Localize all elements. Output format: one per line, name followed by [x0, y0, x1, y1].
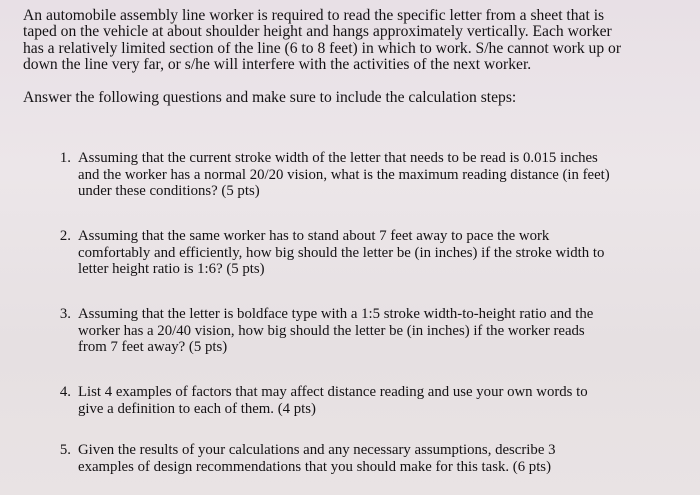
- instruction-text: Answer the following questions and make sure to include the calculation steps:: [23, 88, 517, 106]
- question-line: Given the results of your calculations and any necessary assumptions, describe 3: [78, 442, 556, 458]
- question-text: [78, 228, 604, 278]
- question-line: Assuming that the letter is boldface type with a 1:5 stroke width-to-height ratio and the: [78, 306, 594, 322]
- question-number: 1.: [59, 150, 71, 166]
- intro-line: down the line very far, or s/he will interfere with the activities of the next worker.: [23, 56, 532, 74]
- question-number: 5.: [59, 442, 71, 458]
- question-line: give a definition to each of them. (4 pts): [78, 400, 316, 417]
- question-number: 3.: [59, 306, 71, 322]
- question-line: letter height ratio is 1:6? (5 pts): [78, 261, 265, 278]
- question-line: and the worker has a normal 20/20 vision, what is the maximum reading distance (in feet): [78, 166, 610, 183]
- intro-line: taped on the vehicle at about shoulder height and hangs approximately vertically. Each worker: [23, 23, 612, 41]
- question-line: from 7 feet away? (5 pts): [78, 339, 228, 356]
- question-line: under these conditions? (5 pts): [78, 183, 260, 200]
- question-line: worker has a 20/40 vision, how big should the letter be (in inches) if the worker reads: [78, 322, 585, 339]
- intro-line: An automobile assembly line worker is required to read the specific letter from a sheet that is: [23, 7, 605, 24]
- question-number: 4.: [59, 384, 71, 400]
- question-line: comfortably and efficiently, how big should the letter be (in inches) if the stroke width to: [78, 244, 605, 261]
- question-text: [78, 442, 555, 475]
- question-text: [78, 306, 593, 356]
- intro-line: has a relatively limited section of the line (6 to 8 feet) in which to work. S/he cannot work up or: [23, 39, 622, 57]
- question-text: [78, 150, 610, 200]
- question-line: Assuming that the same worker has to stand about 7 feet away to pace the work: [78, 228, 550, 244]
- question-number: 2.: [59, 228, 71, 244]
- question-line: List 4 examples of factors that may affect distance reading and use your own words to: [78, 384, 588, 400]
- question-text: [78, 384, 588, 417]
- intro-paragraph: [23, 8, 686, 74]
- question-line: examples of design recommendations that you should make for this task. (6 pts): [78, 458, 551, 475]
- question-line: Assuming that the current stroke width of the letter that needs to be read is 0.015 inches: [78, 150, 598, 166]
